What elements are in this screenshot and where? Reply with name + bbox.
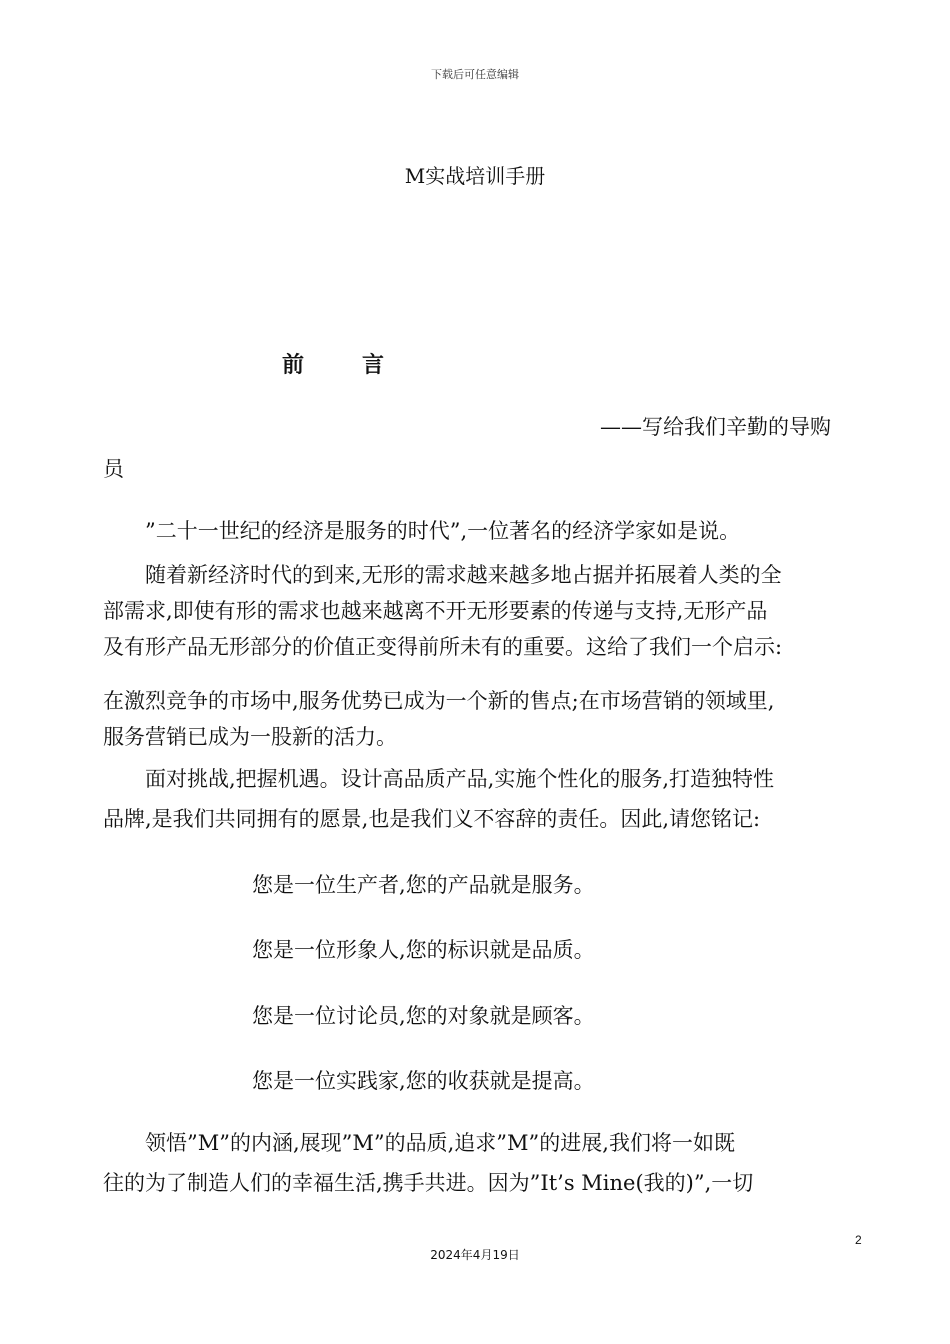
preface-subtitle-continued: 员	[103, 457, 124, 481]
paragraph-line: ”二十一世纪的经济是服务的时代”,一位著名的经济学家如是说。	[145, 519, 741, 543]
paragraph-line: 及有形产品无形部分的价值正变得前所未有的重要。这给了我们一个启示:	[103, 635, 783, 659]
preface-heading: 前言	[282, 353, 443, 378]
paragraph-line: 部需求,即使有形的需求也越来越离不开无形要素的传递与支持,无形产品	[103, 599, 768, 623]
paragraph-line: 在激烈竞争的市场中,服务优势已成为一个新的售点;在市场营销的领域里,	[103, 689, 775, 713]
paragraph-line: 领悟”M”的内涵,展现”M”的品质,追求”M”的进展,我们将一如既	[145, 1131, 735, 1155]
motto-line: 您是一位形象人,您的标识就是品质。	[252, 938, 595, 962]
paragraph-line: 面对挑战,把握机遇。设计高品质产品,实施个性化的服务,打造独特性	[145, 767, 775, 791]
header-note: 下载后可任意编辑	[431, 68, 519, 81]
page-number: 2	[855, 1233, 862, 1247]
paragraph-line: 品牌,是我们共同拥有的愿景,也是我们义不容辞的责任。因此,请您铭记:	[103, 807, 761, 831]
document-title: M实战培训手册	[404, 164, 546, 188]
motto-line: 您是一位实践家,您的收获就是提高。	[252, 1069, 595, 1093]
motto-line: 您是一位生产者,您的产品就是服务。	[252, 873, 595, 897]
paragraph-line: 往的为了制造人们的幸福生活,携手共进。因为”It’s Mine(我的)”,一切	[103, 1171, 754, 1195]
motto-line: 您是一位讨论员,您的对象就是顾客。	[252, 1004, 595, 1028]
paragraph-line: 随着新经济时代的到来,无形的需求越来越多地占据并拓展着人类的全	[145, 563, 782, 587]
footer-date: 2024年4月19日	[430, 1248, 520, 1262]
preface-subtitle: ——写给我们辛勤的导购	[600, 415, 831, 439]
paragraph-line: 服务营销已成为一股新的活力。	[103, 725, 397, 749]
